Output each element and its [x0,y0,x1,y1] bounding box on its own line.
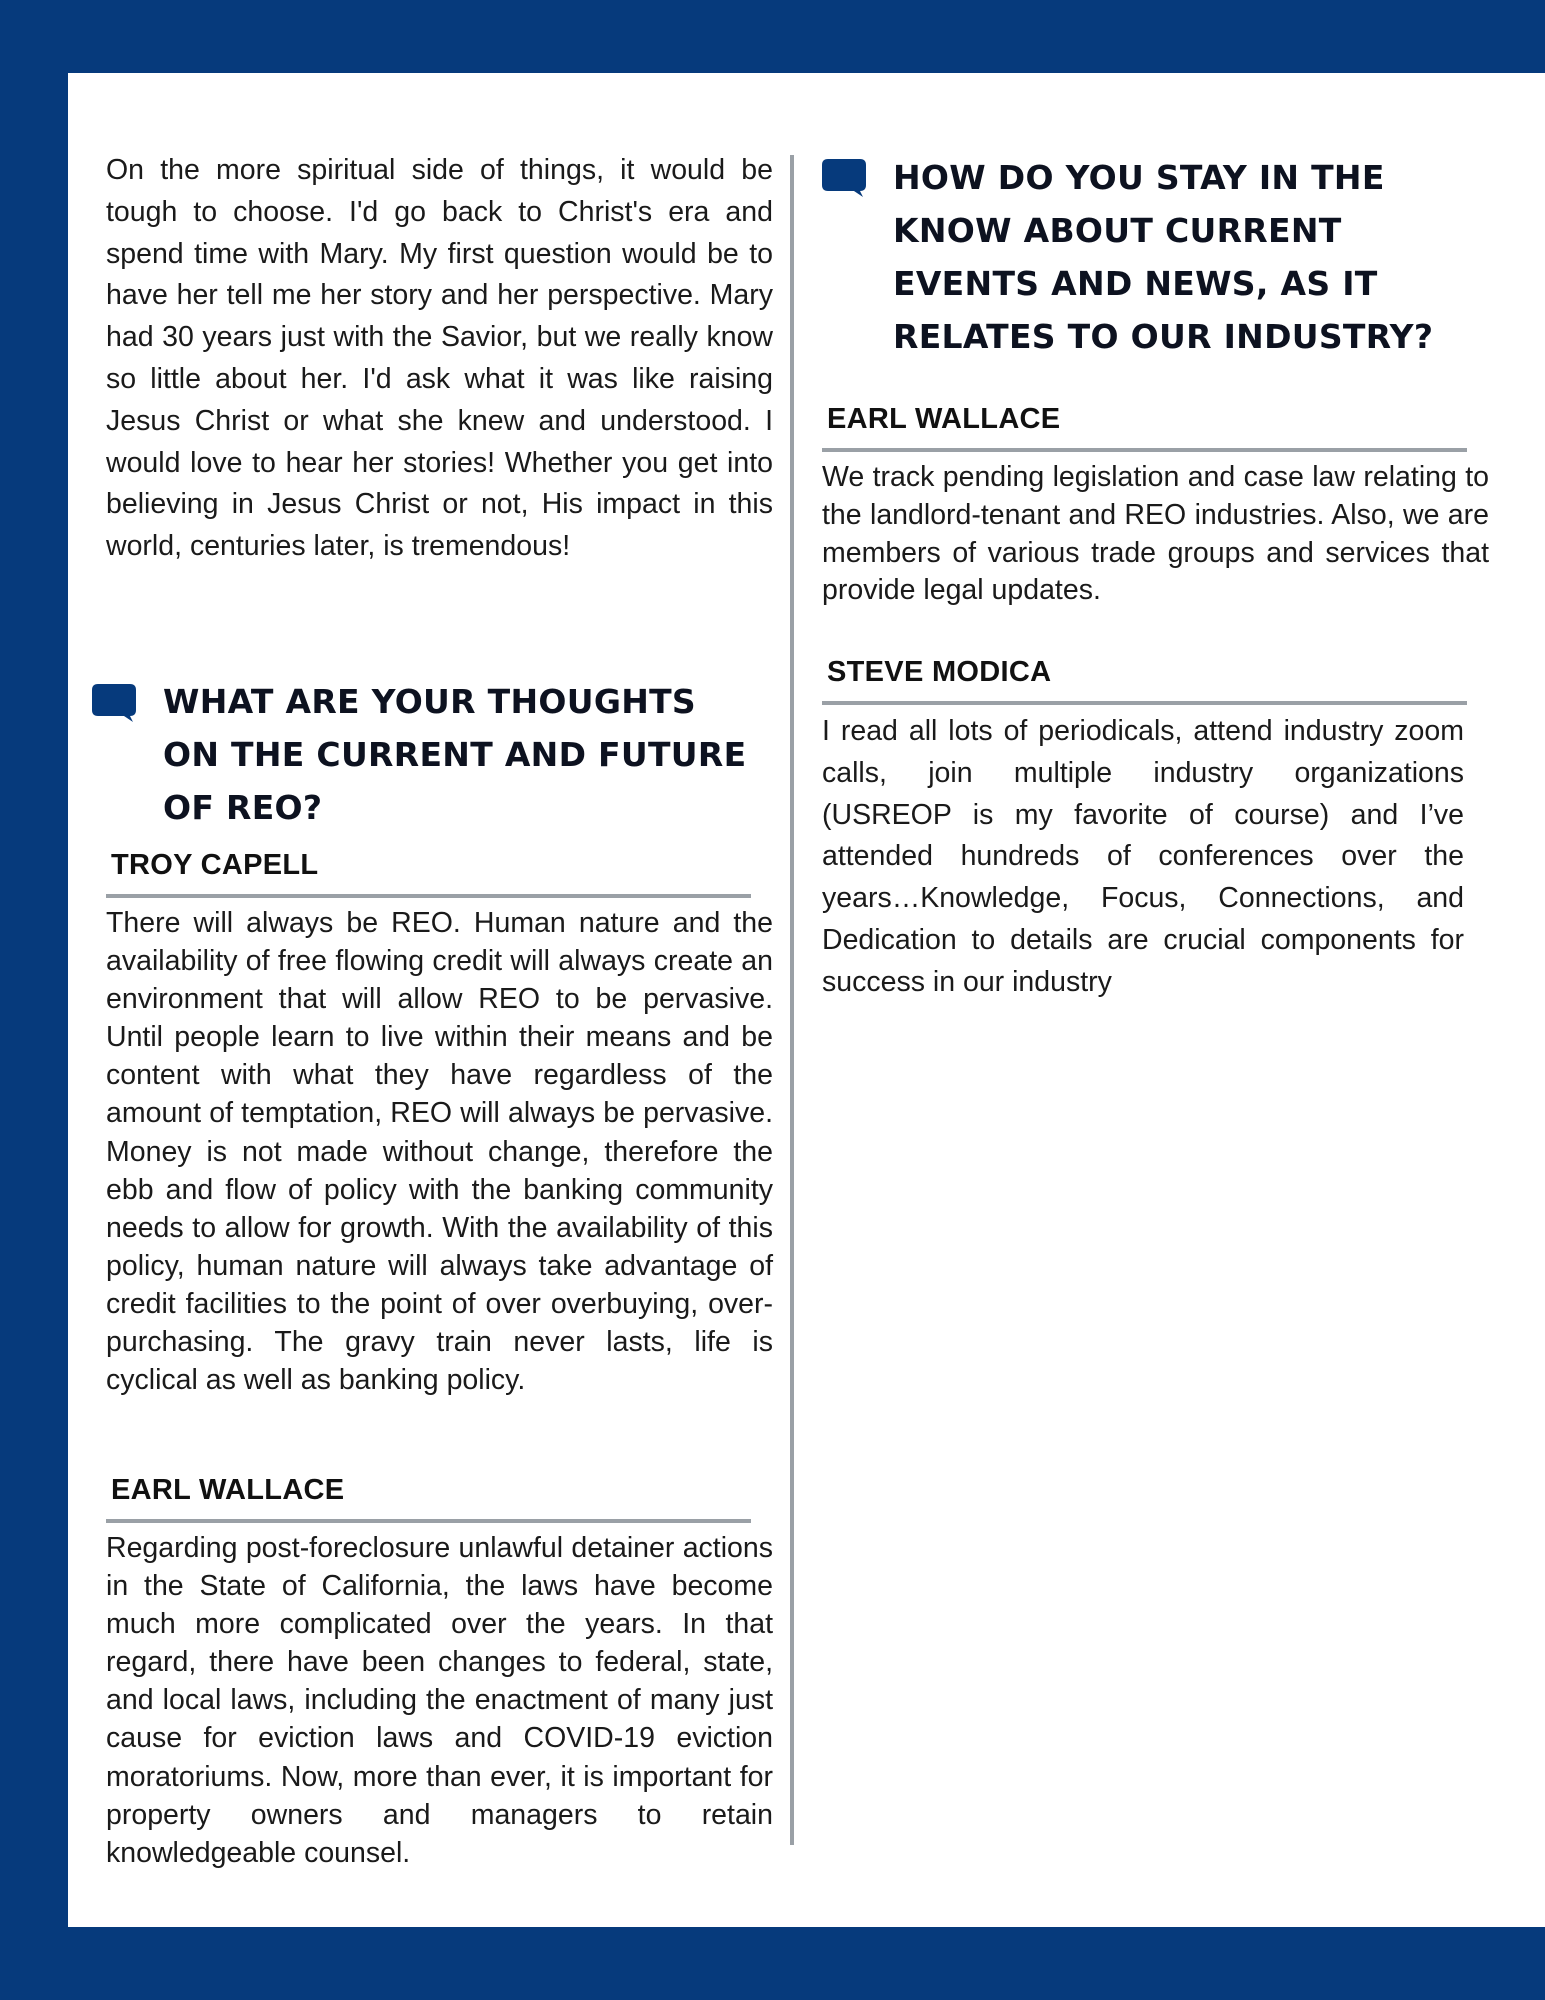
speaker-rule [106,1519,751,1523]
answer-paragraph: We track pending legislation and case law relating to the landlord-tenant and REO industries. Also, we are members of various trade groups and services that provide legal updates. [822,461,1489,607]
speaker-name: EARL WALLACE [111,1474,345,1506]
intro-paragraph: On the more spiritual side of things, it would be tough to choose. I'd go back to Christ's era and spend time with Mary. My first question would be to have her tell me her story and her perspective. Mary had 30 years just with the Savior, but we really know so little about her. I'd ask what it was like raising Jesus Christ or what she knew and understood. I would love to hear her stories! Whether you get into believing in Jesus Christ or not, His impact in this world, centuries later, is tremendous! [106,154,773,563]
column-divider [790,155,794,1845]
speaker-rule [106,894,751,898]
speaker-rule [822,448,1467,452]
page-frame-top [0,0,1545,73]
question-heading: HOW DO YOU STAY IN THE KNOW ABOUT CURRENT EVENTS AND NEWS, AS IT RELATES TO OUR INDUSTRY? [893,158,1434,356]
answer-paragraph: There will always be REO. Human nature and the availability of free flowing credit will always create an environment that will allow REO to be pervasive. Until people learn to live within their means and be content with what they have regardless of the amount of temptation, REO will always be pervasive. Money is not made without change, therefore the ebb and flow of policy with the banking community needs to allow for growth. With the availability of this policy, human nature will always take advantage of credit facilities to the point of over overbuying, over-purchasing. The gravy train never lasts, life is cyclical as well as banking policy. [106,907,773,1397]
speaker-name: STEVE MODICA [827,656,1052,688]
speech-bubble-icon [92,684,136,722]
answer-paragraph: I read all lots of periodicals, attend industry zoom calls, join multiple industry organizations (USREOP is my favorite of course) and I’ve attended hundreds of conferences over the years…Knowledge, Focus, Connections, and Dedication to details are crucial components for success in our industry [822,715,1464,998]
page-frame-left [0,0,68,2000]
answer-paragraph: Regarding post-foreclosure unlawful detainer actions in the State of California, the laws have become much more complicated over the years. In that regard, there have been changes to federal, state, and local laws, including the enactment of many just cause for eviction laws and COVID-19 eviction moratoriums. Now, more than ever, it is important for property owners and managers to retain knowledgeable counsel. [106,1532,773,1869]
speech-bubble-icon [822,159,866,197]
page-frame-bottom [0,1927,1545,2000]
speaker-name: TROY CAPELL [111,849,319,881]
speaker-rule [822,701,1467,705]
speaker-name: EARL WALLACE [827,403,1061,435]
question-heading: WHAT ARE YOUR THOUGHTS ON THE CURRENT AND FUTURE OF REO? [163,682,747,827]
